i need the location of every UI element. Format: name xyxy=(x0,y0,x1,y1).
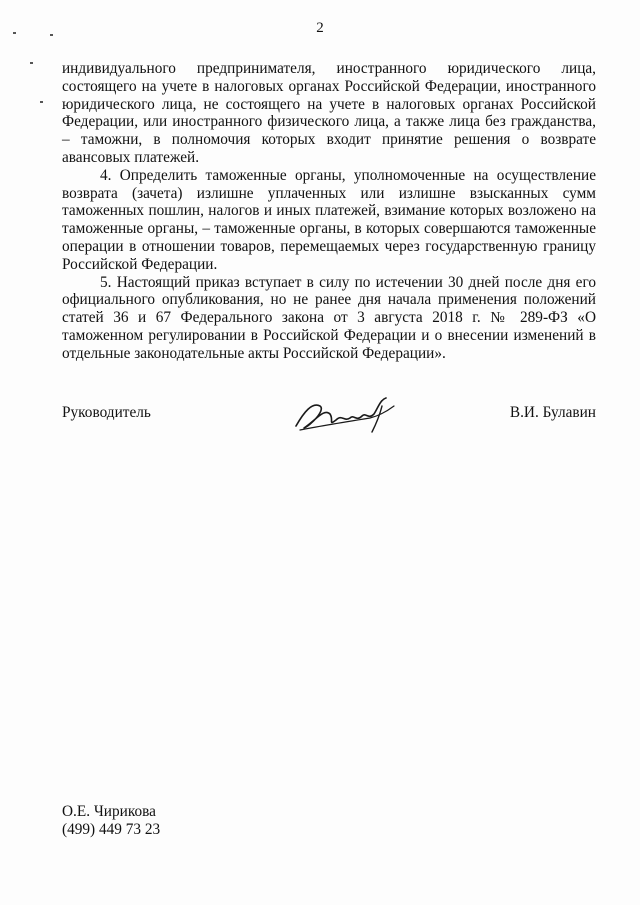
executor-block xyxy=(62,803,160,839)
paragraph-item-4: 4. Определить таможенные органы, уполномоченные на осуществление возврата (зачета) излишне уплаченных или излишне взысканных сумм таможенных пошлин, налогов и иных платежей, взимание которых возложено на таможенные органы, – таможенные органы, в которых совершаются таможенные операции в отношении товаров, перемещаемых через государственную границу Российской Федерации. xyxy=(62,166,596,273)
scan-artifact xyxy=(30,62,33,64)
signer-title: Руководитель xyxy=(62,404,151,421)
executor-name: О.Е. Чирикова xyxy=(62,803,156,820)
page-number: 2 xyxy=(316,20,324,36)
executor-phone: (499) 449 73 23 xyxy=(62,821,161,838)
paragraph-continuation: индивидуального предпринимателя, иностранного юридического лица, состоящего на учете в налоговых органах Российской Федерации, иностранного юридического лица, не состоящего на учете в налоговых органах Российской Федерации, или иностранного физического лица, а также лица без гражданства, – таможни, в полномочия которых входит принятие решения о возврате авансовых платежей. xyxy=(62,60,596,166)
signature-block xyxy=(62,400,596,440)
signer-name: В.И. Булавин xyxy=(509,404,596,421)
paragraph-item-5: 5. Настоящий приказ вступает в силу по истечении 30 дней после дня его официального опубликования, но не ранее дня начала применения положений статей 36 и 67 Федерального закона от 3 августа 2018 г. № 289-ФЗ «О таможенном регулировании в Российской Федерации и о внесении изменений в отдельные законодательные акты Российской Федерации». xyxy=(62,273,596,362)
handwritten-signature xyxy=(290,392,400,436)
body-text xyxy=(62,60,596,363)
scan-artifact xyxy=(40,101,43,103)
